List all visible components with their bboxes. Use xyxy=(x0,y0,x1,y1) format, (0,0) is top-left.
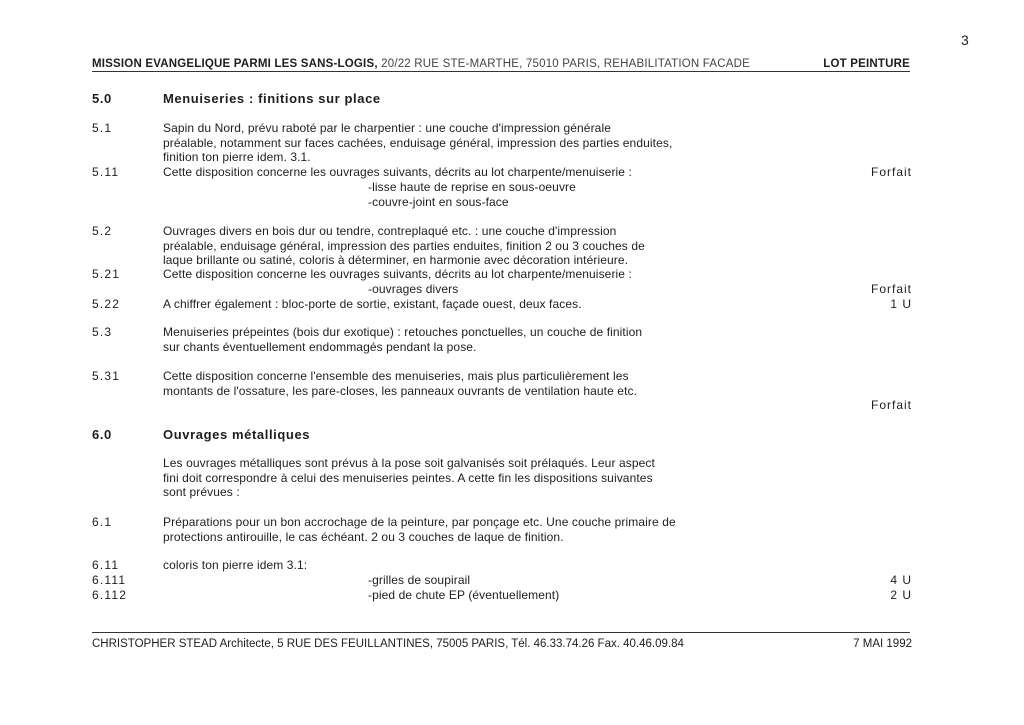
item-text-line: Sapin du Nord, prévu raboté par le charpentier : une couche d'impression générale xyxy=(163,121,611,135)
item-number: 5.31 xyxy=(92,369,121,383)
item-quantity: Forfait xyxy=(870,282,912,296)
sub-item: -ouvrages divers xyxy=(368,282,459,296)
item-number: 5.1 xyxy=(92,121,113,135)
section-number: 5.0 xyxy=(92,91,112,106)
item-text-line: Cette disposition concerne les ouvrages suivants, décrits au lot charpente/menuiserie : xyxy=(163,267,632,281)
item-text-line: Ouvrages divers en bois dur ou tendre, contreplaqué etc. : une couche d'impression xyxy=(163,224,617,238)
item-text-line: Cette disposition concerne les ouvrages suivants, décrits au lot charpente/menuiserie : xyxy=(163,165,632,179)
document-header xyxy=(92,58,910,72)
item-quantity: Forfait xyxy=(870,398,912,412)
footer-rule xyxy=(92,632,910,633)
section-title: Ouvrages métalliques xyxy=(163,427,311,442)
page-number: 3 xyxy=(961,32,969,48)
item-text-line: Menuiseries prépeintes (bois dur exotique) : retouches ponctuelles, un couche de finition xyxy=(163,325,643,339)
sub-item: -couvre-joint en sous-face xyxy=(368,194,509,209)
item-text-line: A chiffrer également : bloc-porte de sortie, existant, façade ouest, deux faces. xyxy=(163,297,582,311)
section-number: 6.0 xyxy=(92,427,112,442)
header-address: 20/22 RUE STE-MARTHE, 75010 PARIS, REHABILITATION FACADE xyxy=(381,58,750,70)
footer-address: CHRISTOPHER STEAD Architecte, 5 RUE DES FEUILLANTINES, 75005 PARIS, Tél. 46.33.74.26 Fax. 40.46.09.84 xyxy=(92,638,684,650)
item-number: 5.3 xyxy=(92,325,113,339)
item-text-line: finition ton pierre idem. 3.1. xyxy=(163,150,311,164)
item-text-line: Préparations pour un bon accrochage de la peinture, par ponçage etc. Une couche primaire de xyxy=(163,515,676,529)
item-text-line: sur chants éventuellement endommagés pendant la pose. xyxy=(163,339,477,354)
item-text-line: protections antirouille, le cas échéant. 2 ou 3 couches de laque de finition. xyxy=(163,529,564,544)
item-text-line: Les ouvrages métalliques sont prévus à la pose soit galvanisés soit prélaqués. Leur aspect xyxy=(163,456,655,470)
item-quantity: 2 U xyxy=(890,588,912,602)
item-text-line: préalable, enduisage général, impression des parties enduites, finition 2 ou 3 couches de xyxy=(163,238,645,253)
item-number: 5.11 xyxy=(92,165,120,179)
item-number: 6.111 xyxy=(92,573,127,587)
sub-item: -grilles de soupirail xyxy=(368,573,471,587)
item-number: 5.2 xyxy=(92,224,113,238)
item-text-line: préalable, notamment sur faces cachées, enduisage général, impression des parties enduites, xyxy=(163,135,673,150)
item-number: 5.22 xyxy=(92,297,121,311)
header-mission: MISSION EVANGELIQUE PARMI LES SANS-LOGIS, xyxy=(92,58,378,70)
item-quantity: 1 U xyxy=(890,297,912,311)
footer-date: 7 MAI 1992 xyxy=(853,638,912,650)
item-quantity: 4 U xyxy=(890,573,912,587)
item-text-line: Cette disposition concerne l'ensemble des menuiseries, mais plus particulièrement les xyxy=(163,369,629,383)
header-lot: LOT PEINTURE xyxy=(823,58,910,70)
item-text-line: coloris ton pierre idem 3.1: xyxy=(163,558,308,572)
item-number: 6.1 xyxy=(92,515,113,529)
item-text-line: laque brillante ou satiné, coloris à déterminer, en harmonie avec décoration intérieure. xyxy=(163,253,629,267)
section-title: Menuiseries : finitions sur place xyxy=(163,91,381,106)
item-number: 6.112 xyxy=(92,588,128,602)
item-text-line: sont prévues : xyxy=(163,485,240,499)
item-text-line: fini doit correspondre à celui des menuiseries peintes. A cette fin les dispositions suivantes xyxy=(163,470,653,485)
item-text-line: montants de l'ossature, les pare-closes, les panneaux ouvrants de ventilation haute etc. xyxy=(163,383,638,398)
sub-item: -lisse haute de reprise en sous-oeuvre xyxy=(368,180,576,194)
item-number: 6.11 xyxy=(92,558,120,572)
sub-item: -pied de chute EP (éventuellement) xyxy=(368,588,560,602)
item-quantity: Forfait xyxy=(870,165,912,179)
item-number: 5.21 xyxy=(92,267,121,281)
